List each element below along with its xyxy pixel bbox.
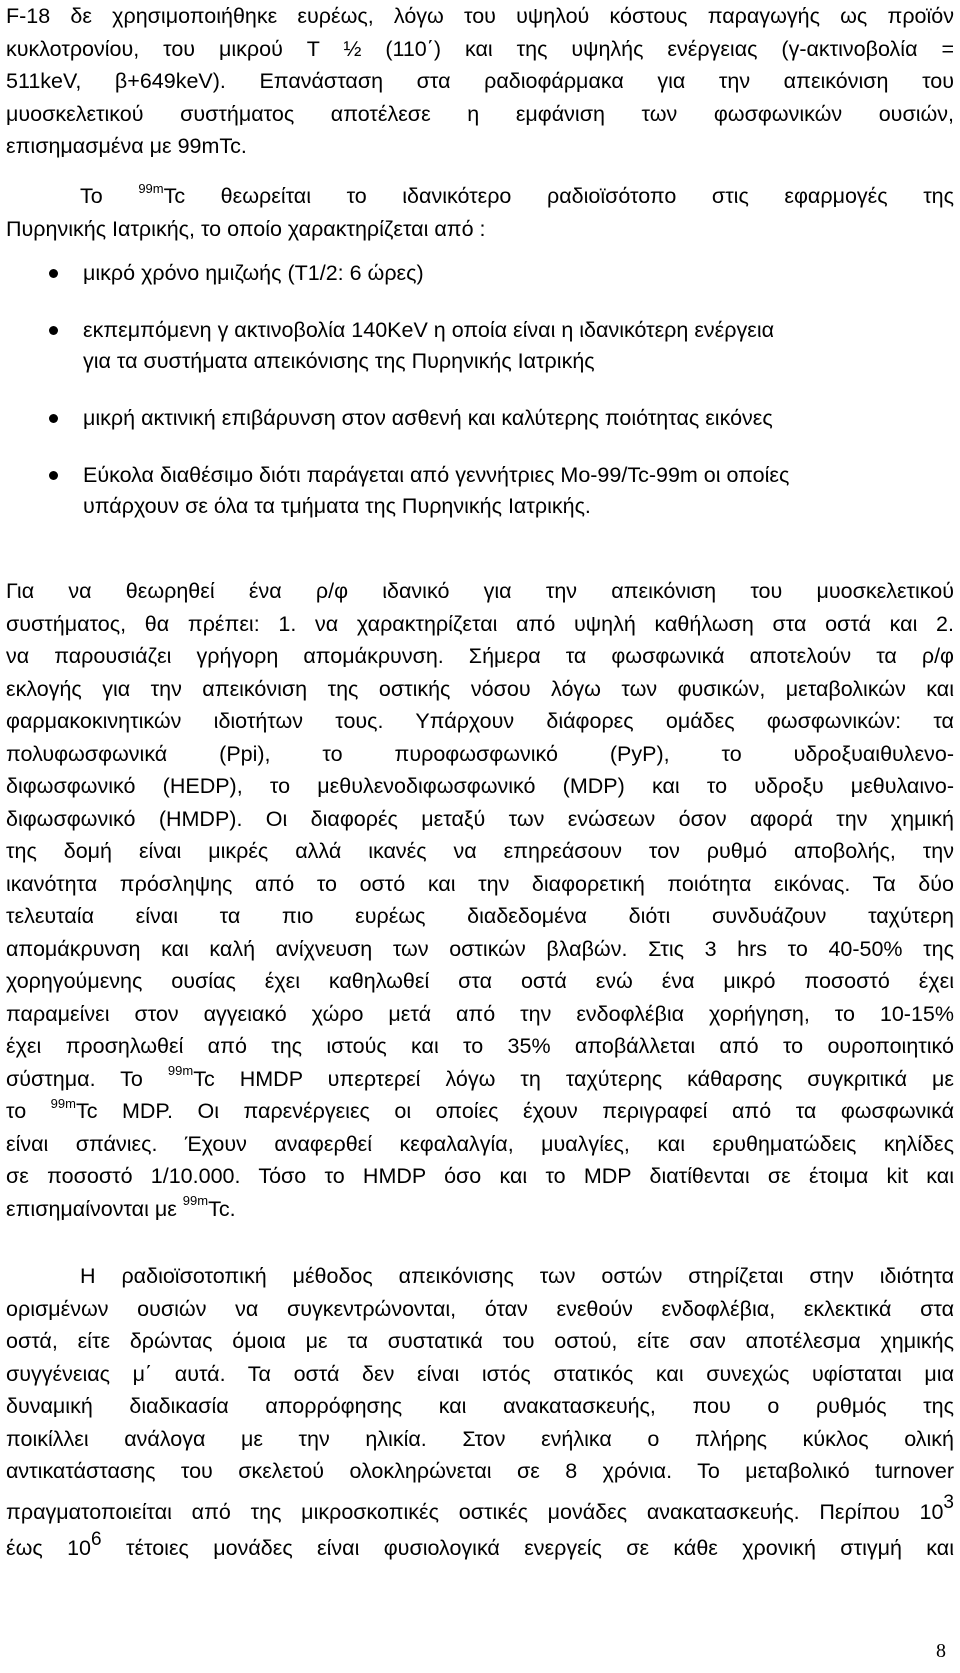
list-item-text: Εύκολα διαθέσιμο διότι παράγεται από γεννήτριες Mo-99/Tc-99m οι οποίες — [83, 463, 790, 487]
text-fragment: έως 10 — [6, 1536, 92, 1560]
list-item-text: υπάρχουν σε όλα τα τμήματα της Πυρηνικής Ιατρικής. — [83, 494, 591, 518]
bullet-icon — [49, 269, 58, 278]
text-line: εκλογής για την απεικόνιση της οστικής νόσου λόγω των φυσικών, μεταβολικών και — [6, 676, 954, 701]
text-line: Για να θεωρηθεί ένα ρ/φ ιδανικό για την απεικόνιση του μυοσκελετικού — [6, 579, 954, 603]
text-fragment: Tc MDP. Οι παρενέργειες οι οποίες έχουν περιγραφεί από τα φωσφωνικά — [75, 1099, 955, 1123]
bullet-icon — [49, 414, 58, 423]
text-line — [6, 1528, 954, 1565]
text-line: έχει προσηλωθεί από της ιστούς και το 35% αποβάλλεται από το ουροποιητικό — [6, 1034, 954, 1058]
bullet-list — [0, 258, 954, 522]
superscript: 99m — [182, 1193, 209, 1209]
list-item-text: μικρό χρόνο ημιζωής (Τ1/2: 6 ώρες) — [83, 261, 424, 285]
text-fragment: επισημαίνονται με — [6, 1196, 183, 1221]
text-fragment: Tc. — [208, 1196, 236, 1221]
text-line: χορηγούμενης ουσίας έχει καθηλωθεί στα οστά ενώ ένα μικρό ποσοστό έχει — [6, 969, 954, 993]
text-line: να παρουσιάζει γρήγορη απομάκρυνση. Σήμερα τα φωσφωνικά αποτελούν τα ρ/φ — [6, 644, 954, 668]
text-fragment: τέτοιες μονάδες είναι φυσιολογικά ενεργείς σε κάθε χρονική στιγμή και — [101, 1536, 954, 1560]
text-line: μυοσκελετικού συστήματος αποτέλεσε η εμφάνιση των φωσφωνικών ουσιών, — [6, 101, 954, 126]
bone-scan-paragraph — [6, 1260, 954, 1565]
text-fragment: πραγματοποιείται από της μικροσκοπικές οστικές μονάδες ανακατασκευής. Περίπου 10 — [6, 1499, 944, 1524]
page-number: 8 — [936, 1640, 946, 1662]
text-fragment: Tc θεωρείται το ιδανικότερο ραδιοϊσότοπο στις εφαρμογές της — [163, 184, 955, 208]
superscript: 99m — [50, 1095, 76, 1111]
text-line — [6, 180, 954, 213]
text-line — [6, 1063, 954, 1096]
text-line: απομάκρυνση και καλή ανίχνευση των οστικών βλαβών. Στις 3 hrs το 40-50% της — [6, 936, 954, 961]
text-line: σε ποσοστό 1/10.000. Τόσο το HMDP όσο και το MDP διατίθενται σε έτοιμα kit και — [6, 1164, 954, 1188]
text-line: δυναμική διαδικασία απορρόφησης και ανακατασκευής, που ο ρυθμός της — [6, 1394, 954, 1418]
text-fragment: το — [6, 1099, 51, 1123]
text-line: οστά, είτε δρώντας όμοια με τα συστατικά του οστού, είτε σαν αποτέλεσμα χημικής — [6, 1329, 954, 1353]
tc-paragraph — [6, 180, 954, 245]
list-item — [0, 460, 954, 522]
text-line: F-18 δε χρησιμοποιήθηκε ευρέως, λόγω του υψηλού κόστους παραγωγής ως προϊόν — [6, 4, 954, 28]
text-line — [6, 1193, 954, 1226]
text-line: τελευταία είναι τα πιο ευρέως διαδεδομένα διότι συνδυάζουν ταχύτερη — [6, 904, 954, 928]
text-line: είναι σπάνιες. Έχουν αναφερθεί κεφαλαλγία, μυαλγίες, και ερυθηματώδεις κηλίδες — [6, 1131, 954, 1156]
list-item — [0, 258, 954, 289]
list-item — [0, 403, 954, 434]
text-line: αντικατάστασης του σκελετού ολοκληρώνεται σε 8 χρόνια. Το μεταβολικό turnover — [6, 1459, 954, 1483]
text-line — [6, 1492, 954, 1529]
list-item-text: για τα συστήματα απεικόνισης της Πυρηνικής Ιατρικής — [83, 349, 595, 373]
text-line: Πυρηνικής Ιατρικής, το οποίο χαρακτηρίζεται από : — [6, 216, 486, 241]
list-item — [0, 315, 954, 377]
text-line: Η ραδιοϊσοτοπική μέθοδος απεικόνισης των οστών στηρίζεται στην ιδιότητα — [80, 1264, 954, 1288]
text-fragment: Το — [80, 184, 139, 208]
text-line: διφωσφωνικό (HMDP). Οι διαφορές μεταξύ των ενώσεων όσον αφορά την χημική — [6, 806, 954, 831]
phosphonates-paragraph — [6, 575, 954, 1225]
list-item-text: μικρή ακτινική επιβάρυνση στον ασθενή και καλύτερης ποιότητας εικόνες — [83, 406, 773, 430]
text-line: ικανότητα πρόσληψης από το οστό και την διαφορετική ποιότητα εικόνας. Τα δύο — [6, 871, 954, 896]
text-line: πολυφωσφωνικά (Ppi), το πυροφωσφωνικό (PyP), το υδροξυαιθυλενο- — [6, 741, 954, 766]
bullet-icon — [49, 326, 58, 335]
bullet-icon — [49, 471, 58, 480]
text-line: επισημασμένα με 99mTc. — [6, 134, 247, 158]
superscript: 3 — [943, 1492, 954, 1514]
superscript: 99m — [167, 1063, 194, 1079]
text-line: παραμείνει στον αγγειακό χώρο μετά από την ενδοφλέβια χορήγηση, το 10-15% — [6, 1001, 954, 1026]
text-line: συστήματος, θα πρέπει: 1. να χαρακτηρίζεται από υψηλή καθήλωση στα οστά και 2. — [6, 611, 954, 636]
text-line: φαρμακοκινητικών ιδιοτήτων τους. Υπάρχουν διάφορες ομάδες φωσφωνικών: τα — [6, 709, 954, 733]
superscript: 6 — [91, 1528, 102, 1550]
intro-paragraph — [6, 0, 954, 163]
text-fragment: Tc HMDP υπερτερεί λόγω τη ταχύτερης κάθαρσης συγκριτικά με — [193, 1066, 955, 1091]
text-line: κυκλοτρονίου, του μικρού T ½ (110΄) και της υψηλής ενέργειας (γ-ακτινοβολία = — [6, 36, 954, 61]
list-item-text: εκπεμπόμενη γ ακτινοβολία 140KeV η οποία είναι η ιδανικότερη ενέργεια — [83, 318, 775, 342]
text-line: διφωσφωνικό (HEDP), το μεθυλενοδιφωσφωνικό (MDP) και το υδροξυ μεθυλαινο- — [6, 774, 954, 798]
text-line: της δομή είναι μικρές αλλά ικανές να επηρεάσουν τον ρυθμό αποβολής, την — [6, 839, 954, 863]
text-line: ποικίλλει ανάλογα με την ηλικία. Στον ενήλικα ο πλήρης κύκλος ολική — [6, 1426, 954, 1451]
superscript: 99m — [138, 180, 164, 196]
text-line: συγγένειας μ΄ αυτά. Τα οστά δεν είναι ιστός στατικός και συνεχώς υφίσταται μια — [6, 1361, 954, 1386]
text-line: 511keV, β+649keV). Επανάσταση στα ραδιοφάρμακα για την απεικόνιση του — [6, 69, 954, 93]
text-line: ορισμένων ουσιών να συγκεντρώνονται, όταν ενεθούν ενδοφλέβια, εκλεκτικά στα — [6, 1296, 954, 1321]
text-fragment: σύστημα. Το — [6, 1066, 168, 1091]
text-line — [6, 1095, 954, 1128]
